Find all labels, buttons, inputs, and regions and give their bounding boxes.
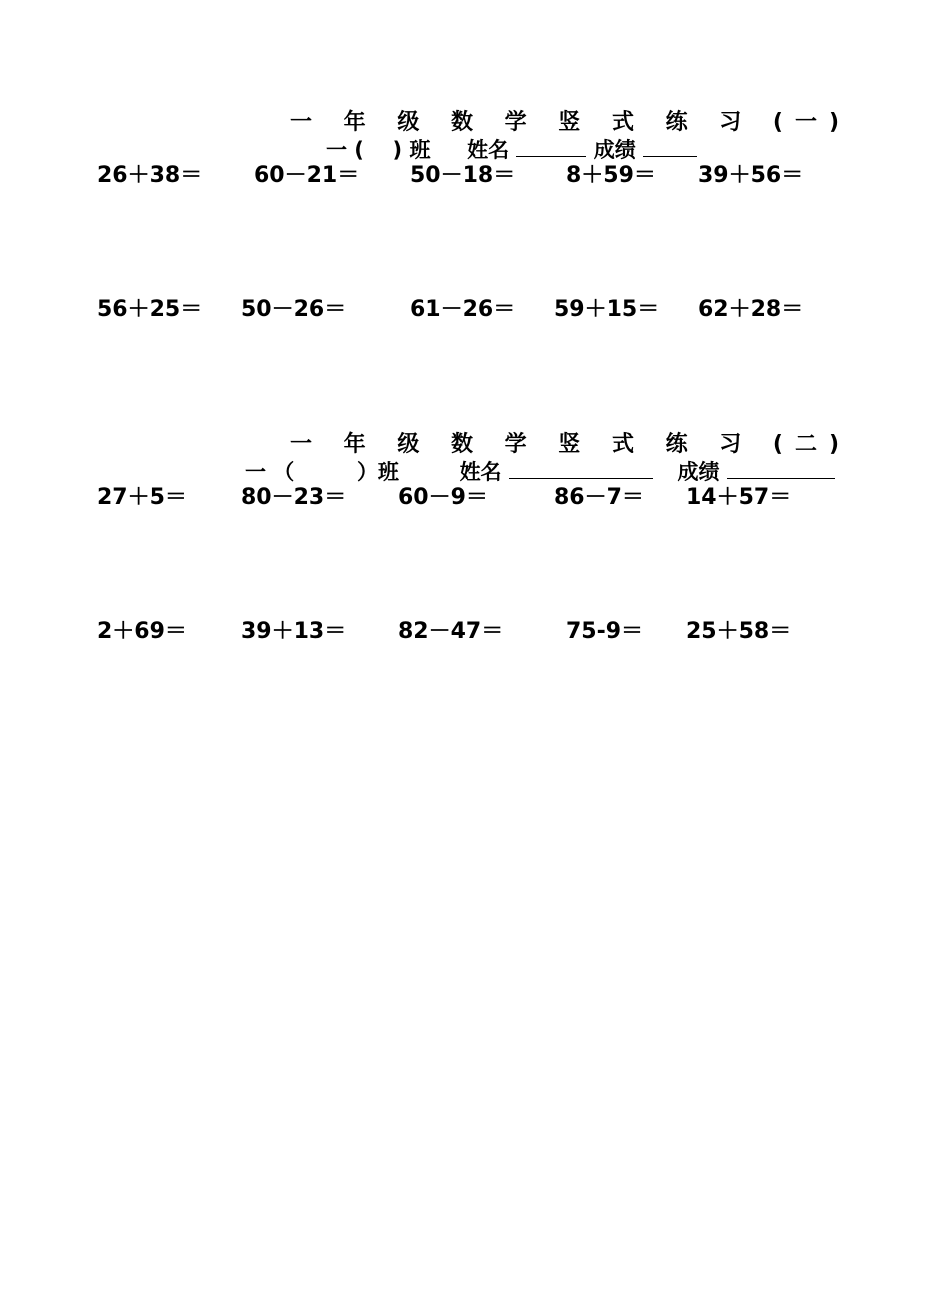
score-label: 成绩 xyxy=(677,460,720,484)
problem: 60－9＝ xyxy=(398,485,488,510)
name-label: 姓名 xyxy=(467,138,510,162)
name-label: 姓名 xyxy=(459,460,502,484)
class-suffix: ) 班 xyxy=(392,138,431,162)
problem: 8＋59＝ xyxy=(566,163,656,188)
problem: 39＋56＝ xyxy=(698,163,804,188)
name-blank[interactable] xyxy=(516,136,586,157)
problem: 25＋58＝ xyxy=(686,619,792,644)
problem: 56＋25＝ xyxy=(97,297,203,322)
problem: 61－26＝ xyxy=(410,297,516,322)
problem: 2＋69＝ xyxy=(97,619,187,644)
class-prefix: 一 ( xyxy=(326,138,364,162)
problem: 82－47＝ xyxy=(398,619,504,644)
score-label: 成绩 xyxy=(593,138,636,162)
problem: 26＋38＝ xyxy=(97,163,203,188)
problem: 50－18＝ xyxy=(410,163,516,188)
problem: 80－23＝ xyxy=(241,485,347,510)
problem: 86－7＝ xyxy=(554,485,644,510)
class-prefix: 一 （ xyxy=(245,460,295,484)
problem: 60－21＝ xyxy=(254,163,360,188)
section-2-info-line xyxy=(245,458,835,485)
class-suffix: ）班 xyxy=(356,460,399,484)
problem: 27＋5＝ xyxy=(97,485,187,510)
problem: 62＋28＝ xyxy=(698,297,804,322)
problem: 75-9＝ xyxy=(566,619,644,644)
problem: 14＋57＝ xyxy=(686,485,792,510)
section-1-title: 一 年 级 数 学 竖 式 练 习 (一) xyxy=(290,110,852,135)
problem: 50－26＝ xyxy=(241,297,347,322)
score-blank[interactable] xyxy=(643,136,697,157)
section-1-info-line xyxy=(326,136,697,163)
problem: 59＋15＝ xyxy=(554,297,660,322)
score-blank[interactable] xyxy=(727,458,835,479)
section-2-title: 一 年 级 数 学 竖 式 练 习 (二) xyxy=(290,432,852,457)
problem: 39＋13＝ xyxy=(241,619,347,644)
name-blank[interactable] xyxy=(509,458,653,479)
